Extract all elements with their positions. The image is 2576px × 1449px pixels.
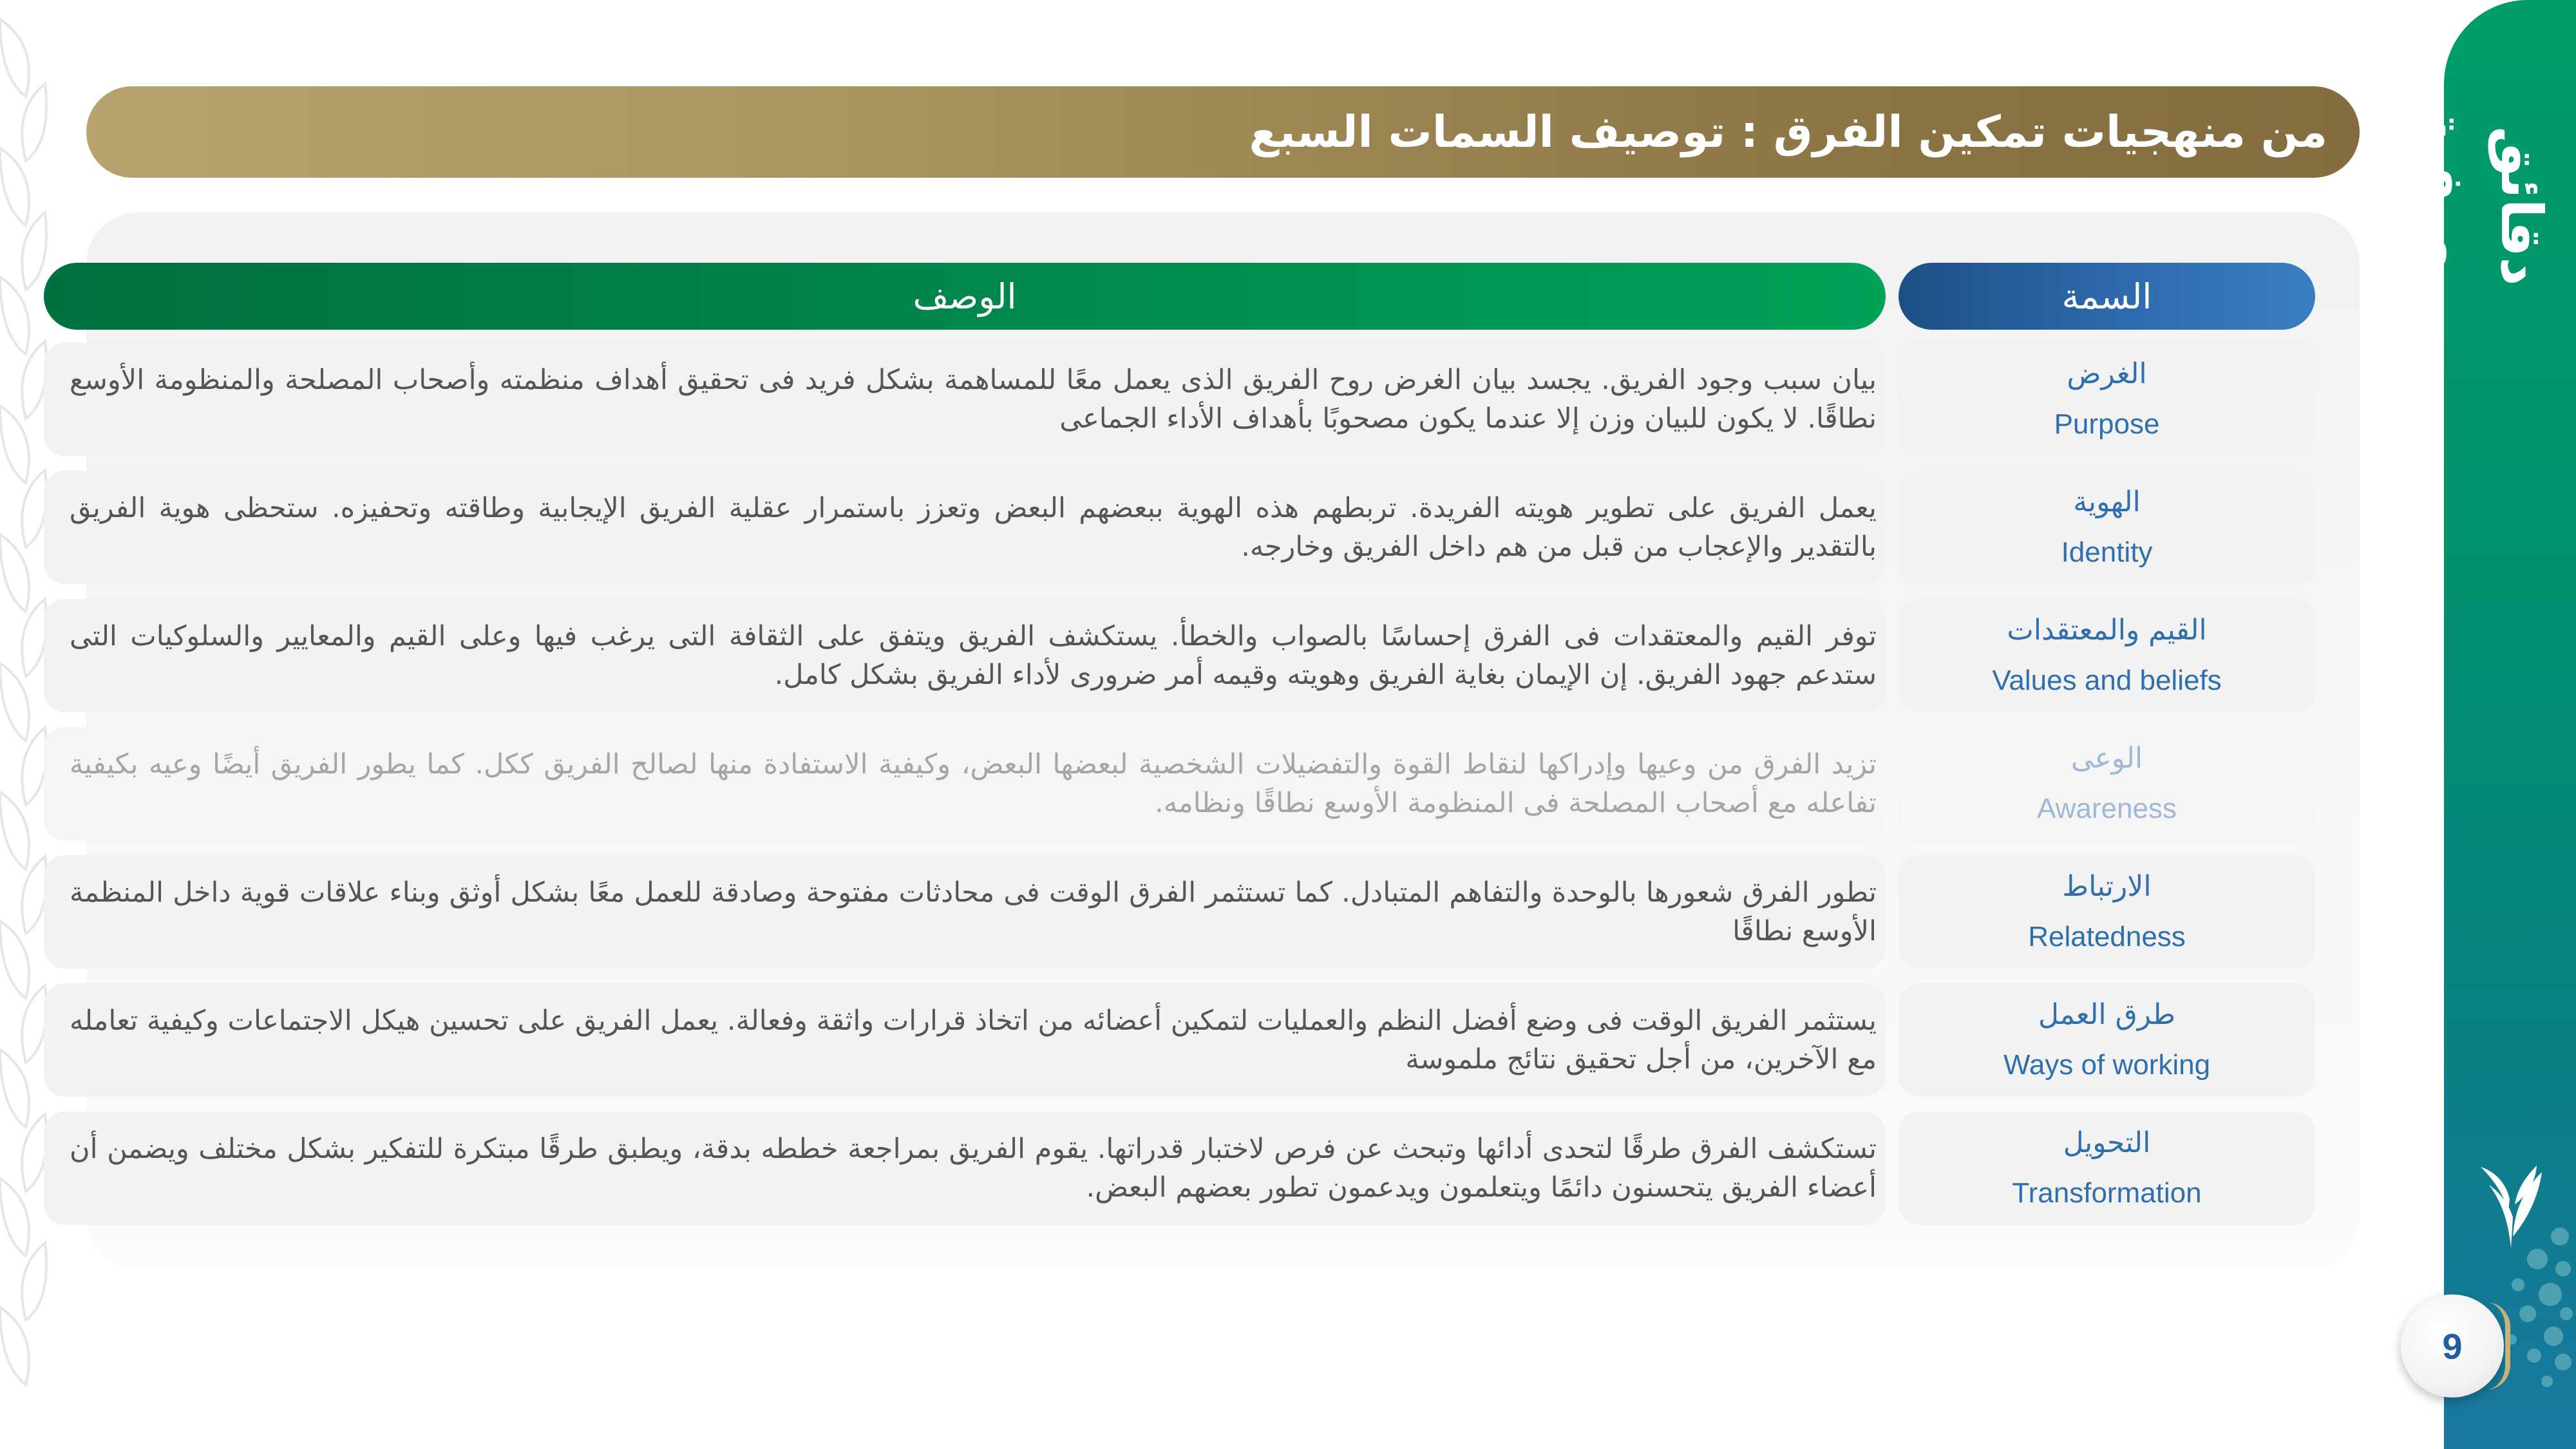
header-description: الوصف [44, 263, 1886, 330]
attribute-cell [1899, 855, 2315, 969]
attribute-arabic: القيم والمعتقدات [2007, 614, 2207, 647]
leaf-pattern-icon [0, 0, 52, 1449]
page-title: من منهجيات تمكين الفرق : توصيف السمات السبع [1249, 106, 2327, 158]
attribute-english: Values and beliefs [1992, 665, 2222, 696]
attribute-cell [1899, 599, 2315, 712]
brand-logo-icon [2477, 1159, 2545, 1249]
description-cell: تزيد الفرق من وعيها وإدراكها لنقاط القوة والتفضيلات الشخصية لبعضها البعض، وكيفية الاستفادة منها لصالح الفريق ككل. كما يطور الفريق أيضًا وعيه بكيفية تفاعله مع أصحاب المصلحة فى المنظومة الأوسع نطاقًا ونظامه. [44, 727, 1886, 840]
attribute-arabic: الغرض [2067, 357, 2147, 390]
attribute-arabic: الهوية [2073, 486, 2141, 518]
description-cell: تستكشف الفرق طرقًا لتحدى أدائها وتبحث عن فرص لاختبار قدراتها. يقوم الفريق بمراجعة خططه بدقة، ويطبق طرقًا مبتكرة للتفكير بشكل مختلف ويضمن أن أعضاء الفريق يتحسنون دائمًا ويتعلمون ويدعمون تطور بعضهم البعض. [44, 1112, 1886, 1225]
attribute-cell [1899, 343, 2315, 456]
badge-ring-icon [2486, 1302, 2510, 1390]
attribute-english: Relatedness [2028, 921, 2186, 952]
description-cell: يستثمر الفريق الوقت فى وضع أفضل النظم والعمليات لتمكين أعضائه من اتخاذ قرارات واثقة وفعالة. يعمل الفريق على تحسين هيكل الاجتماعات وكيفية تعامله مع الآخرين، من أجل تحقيق نتائج ملموسة [44, 983, 1886, 1097]
description-cell: يعمل الفريق على تطوير هويته الفريدة. تربطهم هذه الهوية ببعضهم البعض وتعزز باستمرار عقلية الفريق الإيجابية وطاقته وتحفيزه. ستحظى هوية الفريق بالتقدير والإعجاب من قبل من هم داخل الفريق وخارجه. [44, 471, 1886, 584]
page-number: 9 [2442, 1325, 2463, 1367]
attribute-arabic: الارتباط [2062, 870, 2152, 903]
description-cell: تطور الفرق شعورها بالوحدة والتفاهم المتبادل. كما تستثمر الفرق الوقت فى محادثات مفتوحة وصادقة للعمل معًا بشكل أوثق وبناء علاقات قوية داخل المنظمة الأوسع نطاقًا [44, 855, 1886, 969]
attribute-cell [1899, 1112, 2315, 1225]
description-cell: بيان سبب وجود الفريق. يجسد بيان الغرض روح الفريق الذى يعمل معًا للمساهمة بشكل فريد فى تحقيق أهداف منظمته وأصحاب المصلحة والمنظومة الأوسع نطاقًا. لا يكون للبيان وزن إلا عندما يكون مصحوبًا بأهداف الأداء الجماعى [44, 343, 1886, 456]
attribute-cell [1899, 983, 2315, 1097]
attribute-arabic: طرق العمل [2038, 998, 2176, 1031]
section-title: دقائق معرفية [2411, 108, 2555, 305]
attribute-arabic: التحويل [2063, 1126, 2151, 1159]
page-number-badge [2401, 1294, 2504, 1397]
title-bar [86, 86, 2360, 178]
attribute-arabic: الوعى [2070, 742, 2143, 775]
attribute-english: Awareness [2037, 793, 2177, 824]
attribute-cell [1899, 727, 2315, 840]
attribute-english: Identity [2061, 536, 2153, 568]
description-cell: توفر القيم والمعتقدات فى الفرق إحساسًا بالصواب والخطأ. يستكشف الفريق ويتفق على الثقافة التى يرغب فيها وعلى القيم والمعايير والسلوكيات التى ستدعم جهود الفريق. إن الإيمان بغاية الفريق وهويته وقيمه أمر ضرورى لأداء الفريق بشكل كامل. [44, 599, 1886, 712]
attribute-cell [1899, 471, 2315, 584]
header-attribute: السمة [1899, 263, 2315, 330]
attribute-english: Purpose [2054, 408, 2160, 440]
attribute-english: Ways of working [2003, 1049, 2211, 1081]
attribute-english: Transformation [2012, 1177, 2202, 1209]
